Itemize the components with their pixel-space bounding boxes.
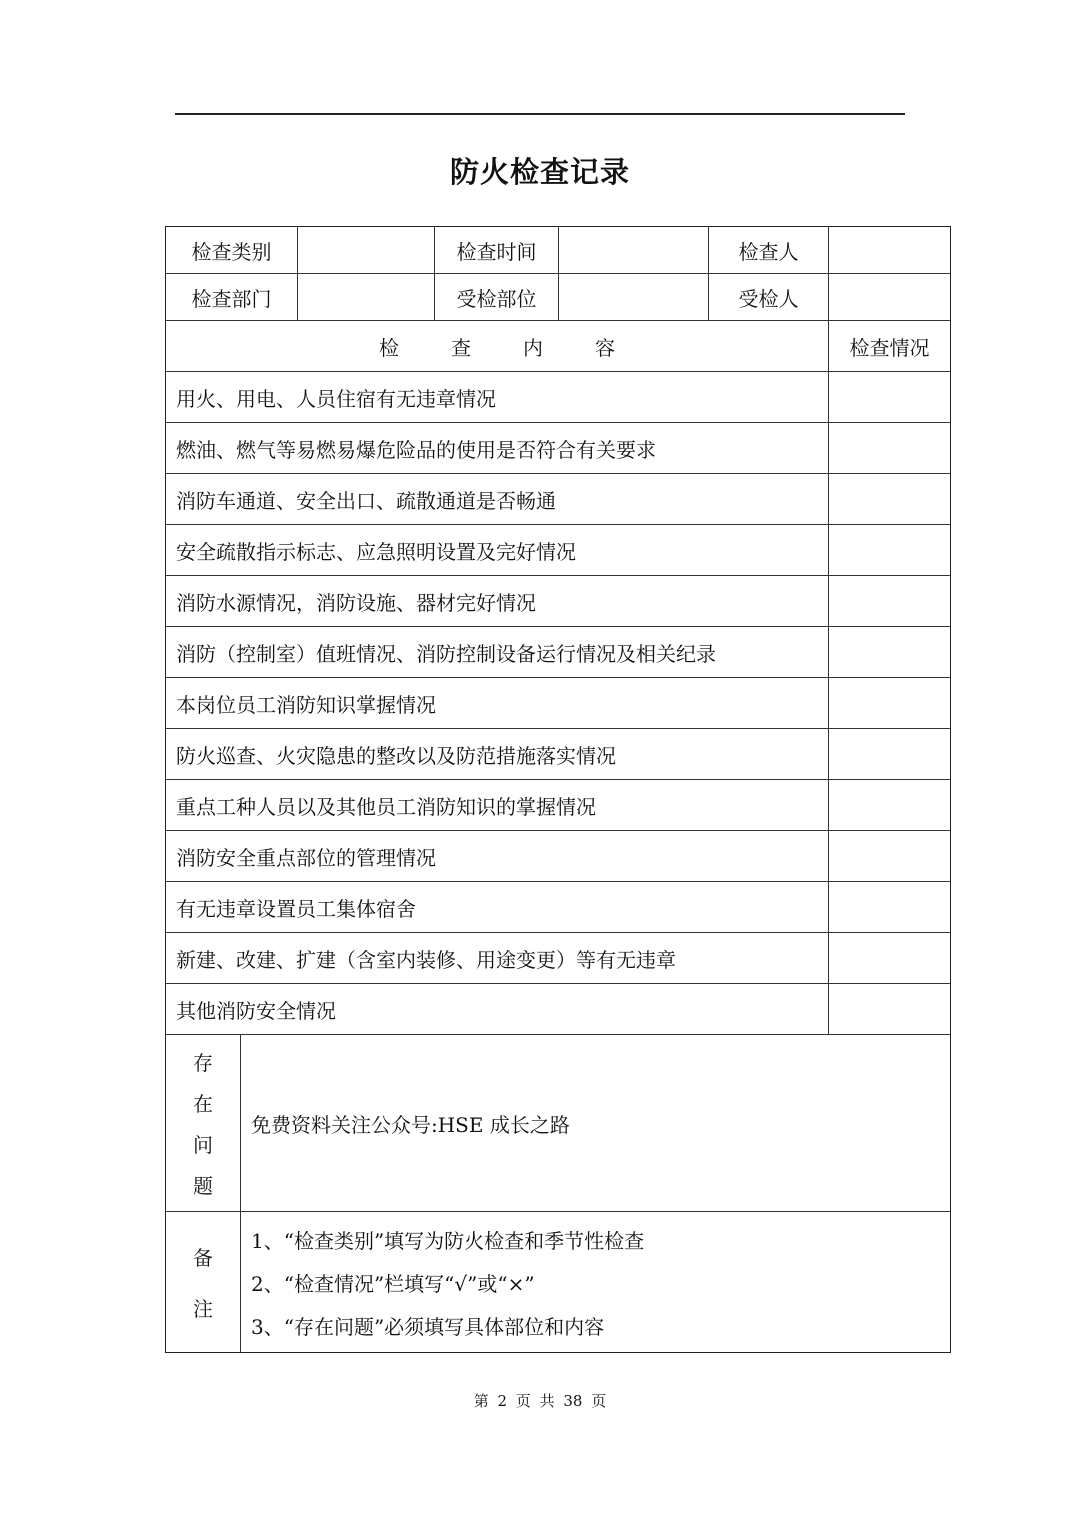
- status-cell[interactable]: [829, 984, 950, 1035]
- remarks-body: [241, 1212, 950, 1352]
- field-inspected-area[interactable]: [559, 274, 709, 321]
- check-item-row: [166, 882, 950, 933]
- check-item-row: [166, 831, 950, 882]
- check-item-row: [166, 627, 950, 678]
- check-item: 防火巡查、火灾隐患的整改以及防范措施落实情况: [166, 729, 829, 780]
- remark-line: 2、“检查情况”栏填写“√”或“×”: [251, 1271, 535, 1296]
- label-inspection-type: 检查类别: [166, 227, 298, 274]
- check-item-row: [166, 474, 950, 525]
- check-item-row: [166, 933, 950, 984]
- check-item: 新建、改建、扩建（含室内装修、用途变更）等有无违章: [166, 933, 829, 984]
- status-cell[interactable]: [829, 372, 950, 423]
- issues-text: 免费资料关注公众号:HSE 成长之路: [251, 1112, 570, 1137]
- remarks-label-char: 备: [193, 1246, 213, 1270]
- remarks-row: [166, 1212, 950, 1352]
- top-rule: [175, 113, 905, 115]
- issues-field[interactable]: [241, 1035, 950, 1212]
- check-item: 本岗位员工消防知识掌握情况: [166, 678, 829, 729]
- content-header-row: [166, 321, 950, 372]
- issues-label-char: 题: [193, 1174, 213, 1198]
- check-item-row: [166, 423, 950, 474]
- remarks-label: [166, 1212, 241, 1352]
- check-item: 有无违章设置员工集体宿舍: [166, 882, 829, 933]
- check-item: 安全疏散指示标志、应急照明设置及完好情况: [166, 525, 829, 576]
- check-item: 消防安全重点部位的管理情况: [166, 831, 829, 882]
- check-item-row: [166, 780, 950, 831]
- content-header: 检查内容: [166, 321, 829, 372]
- remarks-label-char: 注: [193, 1297, 213, 1321]
- remark-line: 1、“检查类别”填写为防火检查和季节性检查: [251, 1228, 645, 1253]
- label-inspected-area: 受检部位: [435, 274, 559, 321]
- label-inspected-person: 受检人: [709, 274, 829, 321]
- status-cell[interactable]: [829, 729, 950, 780]
- check-item: 用火、用电、人员住宿有无违章情况: [166, 372, 829, 423]
- status-cell[interactable]: [829, 831, 950, 882]
- status-cell[interactable]: [829, 627, 950, 678]
- check-item: 消防水源情况，消防设施、器材完好情况: [166, 576, 829, 627]
- label-inspector: 检查人: [709, 227, 829, 274]
- issues-label: [166, 1035, 241, 1212]
- check-item-row: [166, 984, 950, 1035]
- check-item-row: [166, 372, 950, 423]
- field-inspector[interactable]: [829, 227, 950, 274]
- inspection-form: [165, 226, 951, 1353]
- field-inspection-type[interactable]: [298, 227, 435, 274]
- status-cell[interactable]: [829, 474, 950, 525]
- check-item-row: [166, 678, 950, 729]
- header-row: [166, 274, 950, 321]
- page-number: 第 2 页 共 38 页: [473, 1392, 607, 1410]
- check-item: 重点工种人员以及其他员工消防知识的掌握情况: [166, 780, 829, 831]
- issues-label-char: 存: [193, 1051, 213, 1075]
- check-item: 燃油、燃气等易燃易爆危险品的使用是否符合有关要求: [166, 423, 829, 474]
- check-item-row: [166, 576, 950, 627]
- status-cell[interactable]: [829, 933, 950, 984]
- status-cell[interactable]: [829, 525, 950, 576]
- status-header: 检查情况: [829, 321, 950, 372]
- label-inspection-time: 检查时间: [435, 227, 559, 274]
- page-title: 防火检查记录: [449, 155, 630, 189]
- field-inspecting-dept[interactable]: [298, 274, 435, 321]
- check-item-row: [166, 525, 950, 576]
- status-cell[interactable]: [829, 576, 950, 627]
- check-item-row: [166, 729, 950, 780]
- status-cell[interactable]: [829, 678, 950, 729]
- status-cell[interactable]: [829, 780, 950, 831]
- issues-label-char: 在: [193, 1092, 213, 1116]
- field-inspection-time[interactable]: [559, 227, 709, 274]
- status-cell[interactable]: [829, 882, 950, 933]
- field-inspected-person[interactable]: [829, 274, 950, 321]
- check-item: 消防（控制室）值班情况、消防控制设备运行情况及相关纪录: [166, 627, 829, 678]
- status-cell[interactable]: [829, 423, 950, 474]
- check-item: 其他消防安全情况: [166, 984, 829, 1035]
- header-row: [166, 227, 950, 274]
- remark-line: 3、“存在问题”必须填写具体部位和内容: [251, 1314, 605, 1339]
- check-item: 消防车通道、安全出口、疏散通道是否畅通: [166, 474, 829, 525]
- issues-label-char: 问: [193, 1133, 213, 1157]
- issues-row: [166, 1035, 950, 1212]
- label-inspecting-dept: 检查部门: [166, 274, 298, 321]
